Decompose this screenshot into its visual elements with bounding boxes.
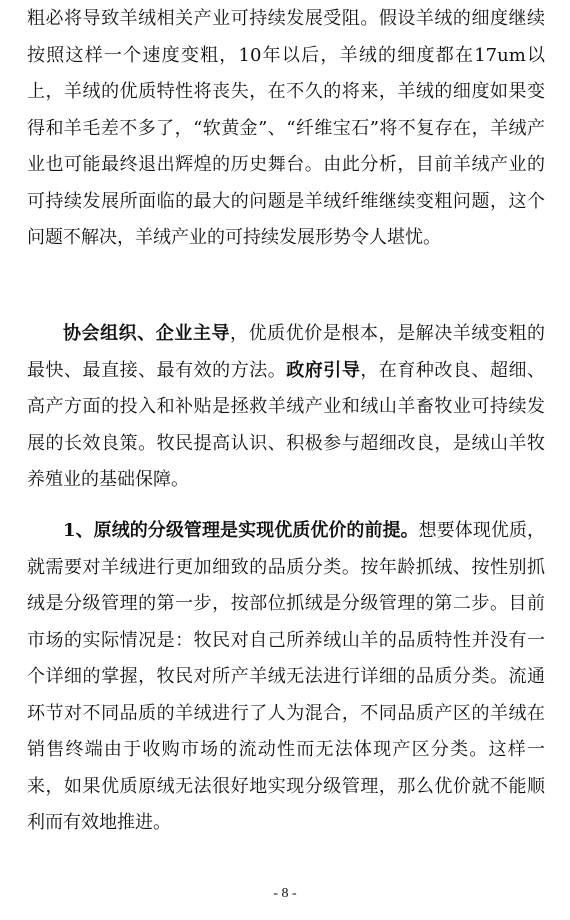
paragraph-2-text-a: ，优质优价是根本，是解决羊绒变粗的最快、最直接、最有效的方法。 [27,323,546,381]
page-number: - 8 - [273,886,297,901]
paragraph-3-text: 想要体现优质，就需要对羊绒进行更加细致的品质分类。按年龄抓绒、按性别抓绒是分级管理的第一步，按部位抓绒是分级管理的第二步。目前市场的实际情况是：牧民对自己所养绒山羊的品质特性并没有一个详细的掌握，牧民对所产羊绒无法进行详细的品质分类。流通环节对不同品质的羊绒进行了人为混合，不同品质产区的羊绒在销售终端由于收购市场的流动性而无法体现产区分类。这样一来，如果优质原绒无法很好地实现分级管理，那么优价就不能顺利而有效地推进。 [27,520,545,833]
section-heading: 1、原绒的分级管理是实现优质优价的前提。 [63,520,419,541]
paragraph-2-text-b: ，在育种改良、超细、高产方面的投入和补贴是拯救羊绒产业和绒山羊畜牧业可持续发展的长效良策。牧民提高认识、积极参与超细改良，是绒山羊牧养殖业的基础保障。 [27,359,546,490]
paragraph-3 [27,513,545,842]
paragraph-1: 粗必将导致羊绒相关产业可持续发展受阻。假设羊绒的细度继续按照这样一个速度变粗，10年以后，羊绒的细度都在17um以上，羊绒的优质特性将丧失，在不久的将来，羊绒的细度如果变得和羊毛差不多了，“软黄金”、“纤维宝石”将不复存在，羊绒产业也可能最终退出辉煌的历史舞台。由此分析，目前羊绒产业的可持续发展所面临的最大的问题是羊绒纤维继续变粗问题，这个问题不解决，羊绒产业的可持续发展形势令人堪忧。 [27,8,545,248]
paragraph-2 [27,316,545,499]
bold-lead-text: 协会组织、企业主导 [63,323,231,344]
bold-mid-text: 政府引导 [286,359,361,381]
